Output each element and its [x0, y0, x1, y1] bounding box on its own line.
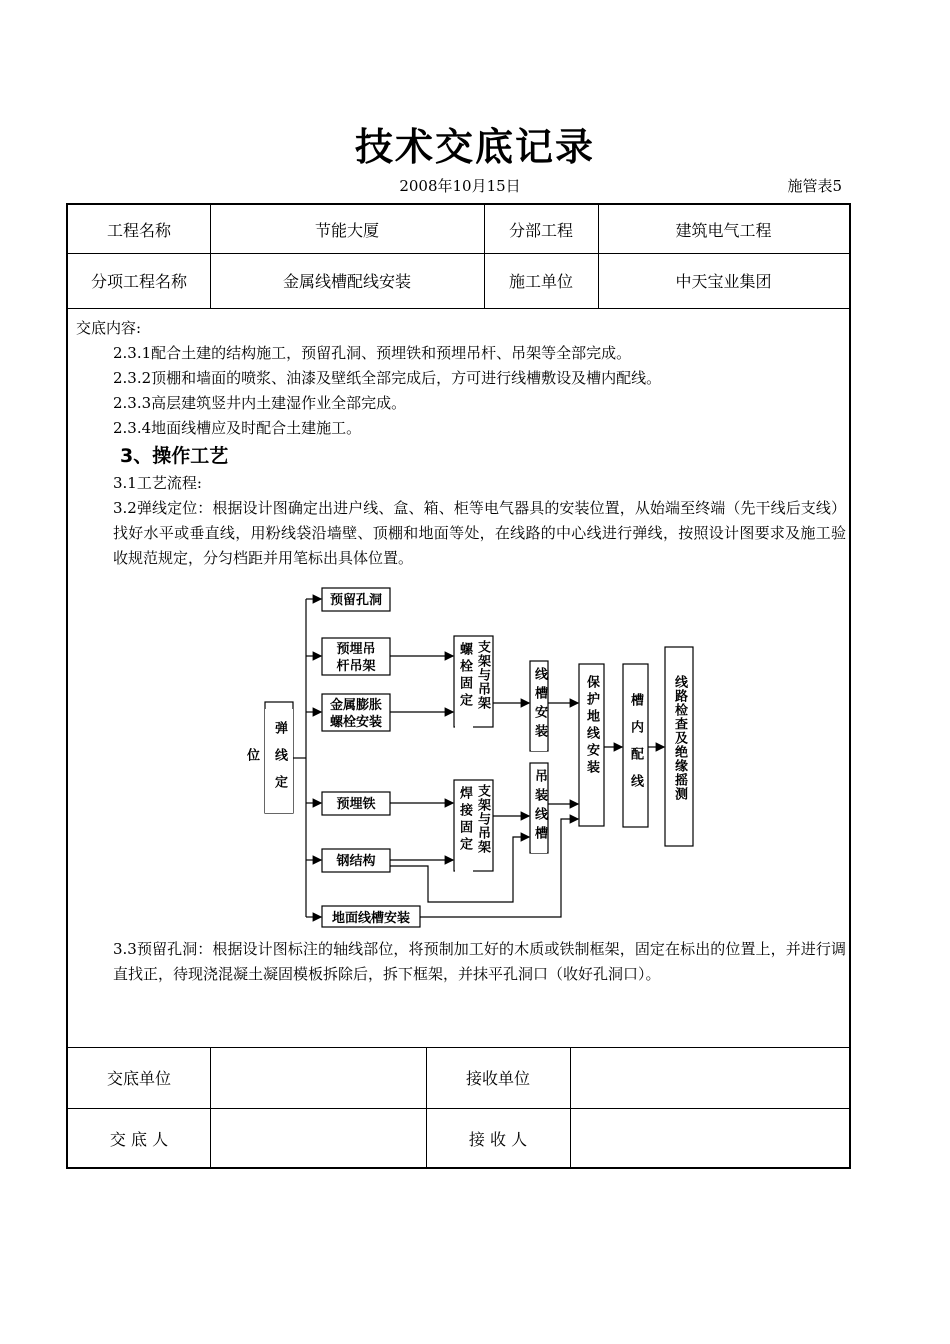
content-heading: 交底内容:	[76, 319, 142, 337]
label-embed-iron: 预埋铁	[336, 797, 376, 812]
label-embed-hanger-2: 杆吊架	[336, 659, 376, 674]
content-item: 2.3.2顶棚和墙面的喷浆、油漆及壁纸全部完成后，方可进行线槽敷设及槽内配线。	[113, 369, 662, 387]
content-item: 2.3.1配合土建的结构施工，预留孔洞、预埋铁和预埋吊杆、吊架等全部完成。	[113, 344, 632, 362]
handover-person-field[interactable]	[210, 1108, 426, 1169]
label-floor-trunk: 地面线槽安装	[331, 911, 411, 926]
vertical-label-weld-fix: 焊接固定	[455, 786, 473, 872]
handover-unit-label: 交底单位	[106, 1069, 171, 1088]
label-reserve-hole: 预留孔洞	[329, 593, 383, 608]
handover-person-label: 交 底 人	[109, 1130, 169, 1149]
vertical-label-start: 弹线定位	[265, 709, 293, 813]
subitem-value: 金属线槽配线安装	[282, 272, 411, 291]
vertical-label-ground-install: 保护地线安装	[581, 675, 602, 825]
paragraph-3-1: 3.1工艺流程:	[113, 474, 202, 492]
vertical-label-bolt-fix: 螺栓固定	[455, 642, 473, 728]
receive-unit-field[interactable]	[570, 1047, 849, 1108]
label-metal-bolt-1: 金属膨胀	[329, 698, 383, 713]
receive-person-field[interactable]	[570, 1108, 849, 1169]
contractor-value: 中天宝业集团	[675, 272, 772, 291]
project-name-label: 工程名称	[106, 220, 171, 240]
content-item: 2.3.4地面线槽应及时配合土建施工。	[113, 419, 362, 437]
label-steel: 钢结构	[336, 854, 376, 869]
handover-content-continued	[76, 937, 846, 987]
receive-person-label: 接 收 人	[468, 1130, 528, 1149]
project-name-value: 节能大厦	[314, 220, 379, 240]
contractor-label: 施工单位	[508, 272, 573, 291]
section-title: 3、操作工艺	[120, 445, 229, 467]
vertical-label-support-1: 支架与吊架	[473, 640, 491, 726]
date: 2008年10月15日	[399, 177, 521, 195]
handover-content	[76, 316, 846, 571]
receive-unit-label: 接收单位	[465, 1069, 530, 1088]
division-value: 建筑电气工程	[675, 220, 772, 240]
paragraph-3-2: 3.2弹线定位：根据设计图确定出进户线、盒、箱、柜等电气器具的安装位置，从始端至终端（先干线后支线）找好水平或垂直线，用粉线袋沿墙壁、顶棚和地面等处，在线路的中心线进行弹线，按照设计图要求及施工验收规范规定，分匀档距并用笔标出具体位置。	[113, 499, 846, 567]
record-table	[66, 203, 851, 1169]
subitem-label: 分项工程名称	[90, 272, 187, 291]
content-item: 2.3.3高层建筑竖井内土建湿作业全部完成。	[113, 394, 407, 412]
vertical-label-wiring: 槽内配线	[625, 693, 646, 813]
paragraph-3-3: 3.3预留孔洞：根据设计图标注的轴线部位，将预制加工好的木质或铁制框架，固定在标出的位置上，并进行调直找正，待现浇混凝土凝固模板拆除后，拆下框架，并抹平孔洞口（收好孔洞口）。	[113, 940, 846, 983]
label-metal-bolt-2: 螺栓安装	[329, 715, 383, 730]
vertical-label-trunk-install: 线槽安装	[531, 667, 547, 751]
vertical-label-hang-trunk: 吊装线槽	[531, 769, 547, 853]
label-embed-hanger-1: 预埋吊	[336, 642, 376, 657]
vertical-label-support-2: 支架与吊架	[473, 784, 491, 870]
page-title: 技术交底记录	[354, 125, 595, 169]
division-label: 分部工程	[508, 220, 573, 240]
vertical-label-test: 线路检查及绝缘摇测	[667, 675, 691, 845]
handover-unit-field[interactable]	[210, 1047, 426, 1108]
form-number: 施管表5	[787, 177, 842, 195]
